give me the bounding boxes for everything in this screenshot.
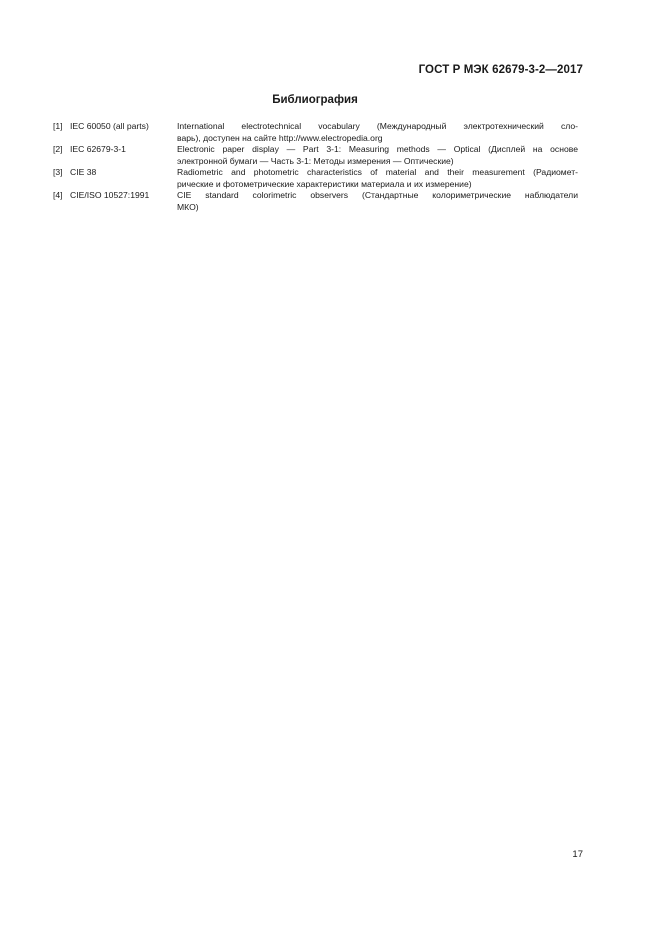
entry-reference: CIE/ISO 10527:1991: [70, 190, 150, 200]
entry-description: [177, 167, 578, 190]
bibliography-list: [53, 121, 578, 213]
entry-description-line: CIE standard colorimetric observers (Стандартные колориметрические наблюдатели: [177, 190, 578, 200]
entry-description-line: варь), доступен на сайте http://www.electropedia.org: [177, 132, 383, 143]
document-code-header: ГОСТ Р МЭК 62679-3-2—2017: [418, 64, 583, 76]
entry-description: [177, 190, 578, 213]
page-number: 17: [572, 849, 583, 860]
entry-description: [177, 121, 578, 144]
bibliography-entry: [53, 190, 578, 213]
entry-description-line: МКО): [177, 201, 199, 212]
entry-reference: IEC 62679-3-1: [70, 144, 126, 154]
entry-reference: CIE 38: [70, 167, 97, 177]
entry-description-line: Electronic paper display — Part 3-1: Measuring methods — Optical (Дисплей на основе: [177, 144, 578, 154]
entry-description: [177, 144, 578, 167]
entry-number: [3]: [53, 167, 63, 177]
bibliography-entry: [53, 121, 578, 144]
section-title: Библиография: [272, 94, 358, 106]
bibliography-entry: [53, 167, 578, 190]
entry-number: [2]: [53, 144, 63, 154]
entry-number: [4]: [53, 190, 63, 200]
entry-number: [1]: [53, 121, 63, 131]
entry-reference: IEC 60050 (all parts): [70, 121, 149, 131]
entry-description-line: электронной бумаги — Часть 3-1: Методы измерения — Оптические): [177, 155, 454, 166]
entry-description-line: рические и фотометрические характеристики материала и их измерение): [177, 178, 472, 189]
entry-description-line: International electrotechnical vocabulary (Международный электротехнический сло-: [177, 121, 578, 131]
bibliography-entry: [53, 144, 578, 167]
entry-description-line: Radiometric and photometric characteristics of material and their measurement (Радиомет-: [177, 167, 578, 177]
